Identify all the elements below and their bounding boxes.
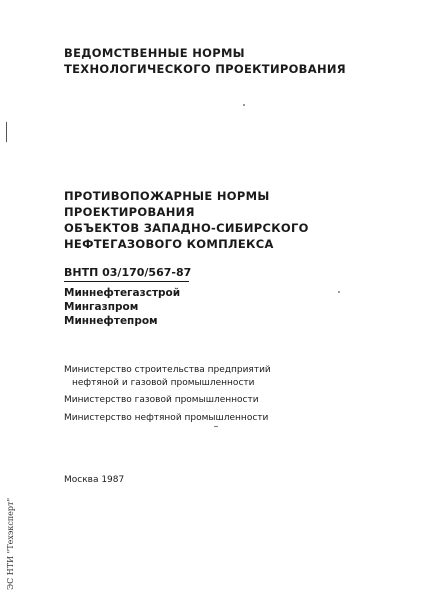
margin-mark [6, 122, 7, 142]
title-line-3: НЕФТЕГАЗОВОГО КОМПЛЕКСА [64, 237, 274, 251]
ministry-1-line-1: Министерство строительства предприятий [64, 365, 271, 375]
ministries-list [64, 364, 271, 424]
archive-stamp: ЭС НТИ "Техэксперт" [6, 497, 15, 590]
organization-item: Мингазпром [64, 301, 139, 313]
ministry-3: Министерство нефтяной промышленности [64, 412, 269, 423]
title-line-1: ПРОТИВОПОЖАРНЫЕ НОРМЫ ПРОЕКТИРОВАНИЯ [64, 189, 270, 219]
header-line-2: ТЕХНОЛОГИЧЕСКОГО ПРОЕКТИРОВАНИЯ [64, 62, 346, 76]
organizations-list [64, 286, 180, 328]
organization-item: Миннефтепром [64, 315, 158, 327]
ministry-2: Министерство газовой промышленности [64, 395, 259, 405]
code-underline [64, 281, 189, 282]
document-title [64, 188, 394, 252]
scan-speck [214, 426, 218, 427]
document-header [64, 45, 346, 77]
ministry-1-line-2: нефтяной и газовой промышленности [72, 377, 255, 388]
scan-speck [338, 291, 340, 293]
city-year: Москва 1987 [64, 475, 125, 485]
organization-item: Миннефтегазстрой [64, 287, 181, 299]
document-code: ВНТП 03/170/567-87 [64, 266, 192, 279]
scan-speck [243, 104, 245, 106]
title-line-2: ОБЪЕКТОВ ЗАПАДНО-СИБИРСКОГО [64, 221, 309, 235]
header-line-1: ВЕДОМСТВЕННЫЕ НОРМЫ [64, 46, 245, 60]
